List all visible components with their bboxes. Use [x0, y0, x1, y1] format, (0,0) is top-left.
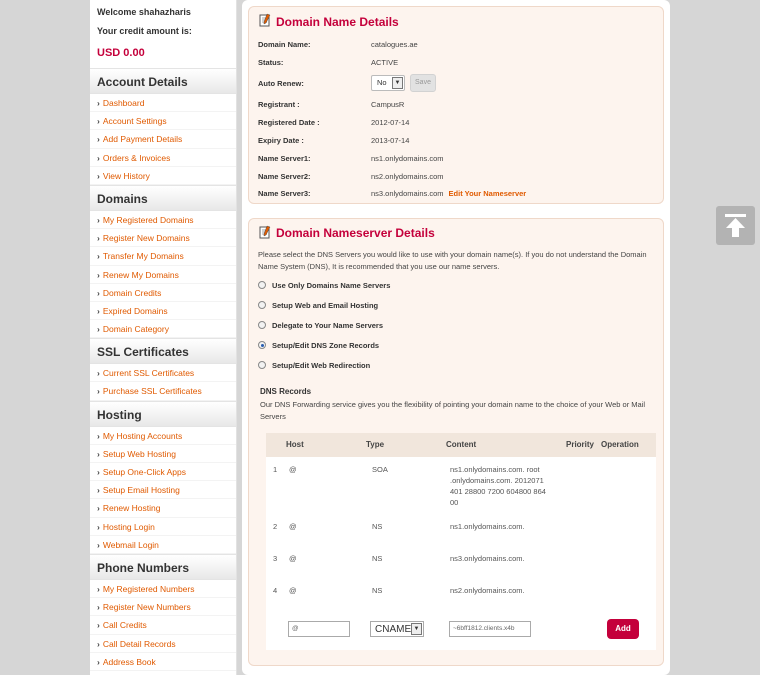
radio-option-use-only-domains-name-servers[interactable] [258, 280, 390, 292]
row-type: SOA [372, 465, 388, 474]
chevron-right-icon: › [97, 467, 100, 477]
radio-label: Setup Web and Email Hosting [272, 301, 379, 310]
main-content [242, 0, 670, 675]
expiry-date-value: 2013-07-14 [371, 136, 410, 145]
chevron-right-icon: › [97, 251, 100, 262]
expiry-date-label: Expiry Date : [258, 136, 304, 145]
sidebar-item-label: Dashboard [102, 98, 145, 108]
sidebar-item-orders-and-invoices[interactable] [90, 149, 236, 167]
new-type-select[interactable] [370, 621, 424, 637]
name-server2-label: Name Server2: [258, 172, 311, 181]
row-type: NS [372, 554, 383, 563]
sidebar-item-label: Setup Email Hosting [102, 485, 180, 496]
sidebar-item-hosting-login[interactable] [90, 518, 236, 536]
sidebar-item-label: Add Payment Details [102, 134, 183, 145]
sidebar-item-setup-web-hosting[interactable] [90, 445, 236, 463]
sidebar-item-dashboard[interactable] [90, 94, 236, 112]
chevron-right-icon: › [97, 485, 100, 496]
nameserver-panel [248, 218, 664, 666]
credit-amount: USD 0.00 [97, 47, 145, 59]
sidebar [90, 0, 237, 675]
chevron-right-icon: › [97, 503, 100, 514]
dns-records-description: Our DNS Forwarding service gives you the flexibility of pointing your domain name to the choice of your Web or Mail Servers [260, 400, 646, 421]
dns-records-table [266, 433, 656, 650]
sidebar-item-label: My Hosting Accounts [102, 430, 183, 441]
header-host: Host [286, 440, 304, 449]
radio-unchecked-icon[interactable] [258, 281, 266, 289]
panel-title: Domain Nameserver Details [276, 226, 435, 240]
header-content: Content [446, 440, 477, 449]
chevron-right-icon: › [97, 448, 100, 459]
radio-option-setup-edit-dns-zone-records[interactable] [258, 340, 379, 352]
header-operation: Operation [601, 440, 639, 449]
sidebar-item-label: Register New Numbers [102, 602, 191, 613]
document-icon [259, 225, 271, 239]
row-number: 2 [273, 522, 278, 531]
row-number: 1 [273, 465, 278, 474]
chevron-right-icon: › [97, 620, 100, 631]
sidebar-item-label: My Registered Numbers [102, 583, 195, 594]
sidebar-item-expired-domains[interactable] [90, 302, 236, 320]
chevron-down-icon: ▼ [392, 77, 403, 89]
name-server2-value: ns2.onlydomains.com [371, 172, 444, 181]
sidebar-item-my-registered-numbers[interactable] [90, 580, 236, 598]
sidebar-item-label: Domain Credits [102, 287, 162, 298]
registered-date-value: 2012-07-14 [371, 118, 410, 127]
chevron-right-icon: › [97, 430, 100, 441]
row-host: @ [289, 586, 297, 595]
chevron-right-icon: › [97, 287, 100, 298]
row-host: @ [289, 554, 297, 563]
sidebar-item-register-new-numbers[interactable] [90, 598, 236, 616]
chevron-right-icon: › [97, 170, 100, 181]
sidebar-item-view-history[interactable] [90, 167, 236, 185]
registrant-label: Registrant : [258, 100, 300, 109]
sidebar-item-setup-one-click-apps[interactable] [90, 463, 236, 481]
arrow-up-icon [716, 206, 755, 245]
radio-label: Setup/Edit Web Redirection [272, 361, 371, 370]
sidebar-item-label: Renew My Domains [102, 269, 179, 280]
nameserver-intro: Please select the DNS Servers you would like to use with your domain name(s). If you do not understand the Domain Name System (DNS), It is recommended that you use our name servers. [258, 250, 647, 271]
chevron-right-icon: › [97, 539, 100, 550]
row-number: 3 [273, 554, 278, 563]
section-title-domains: Domains [90, 185, 236, 211]
sidebar-item-label: My Registered Domains [102, 214, 194, 225]
sidebar-item-add-payment-details[interactable] [90, 130, 236, 148]
chevron-right-icon: › [97, 214, 100, 225]
chevron-right-icon: › [97, 368, 100, 379]
sidebar-item-register-new-domains[interactable] [90, 229, 236, 247]
row-number: 4 [273, 586, 278, 595]
chevron-right-icon: › [97, 583, 100, 594]
sidebar-item-call-detail-records[interactable] [90, 635, 236, 653]
chevron-right-icon: › [97, 656, 100, 667]
credit-label: Your credit amount is: [97, 26, 192, 36]
sidebar-item-current-ssl-certificates[interactable] [90, 364, 236, 382]
registered-date-label: Registered Date : [258, 118, 320, 127]
edit-nameserver-link[interactable]: Edit Your Nameserver [448, 189, 527, 198]
radio-option-setup-edit-web-redirection[interactable] [258, 360, 370, 372]
sidebar-item-my-hosting-accounts[interactable] [90, 427, 236, 445]
sidebar-item-label: Register New Domains [102, 233, 190, 244]
sidebar-item-domain-credits[interactable] [90, 284, 236, 302]
chevron-right-icon: › [97, 98, 100, 108]
radio-label: Setup/Edit DNS Zone Records [272, 341, 380, 350]
sidebar-item-label: Hosting Login [102, 521, 155, 532]
add-record-button[interactable]: Add [607, 619, 639, 639]
sidebar-item-domain-category[interactable] [90, 320, 236, 338]
new-type-value: CNAME [375, 624, 412, 635]
row-type: NS [372, 586, 383, 595]
sidebar-item-label: View History [102, 170, 150, 181]
name-server3-value [371, 188, 526, 200]
sidebar-item-webmail-login[interactable] [90, 536, 236, 554]
radio-unchecked-icon[interactable] [258, 321, 266, 329]
sidebar-item-address-book[interactable] [90, 653, 236, 671]
name-server3-label: Name Server3: [258, 189, 311, 198]
chevron-right-icon: › [97, 152, 100, 163]
section-title-phone-numbers: Phone Numbers [90, 554, 236, 580]
row-content: ns2.onlydomains.com. [450, 586, 525, 595]
radio-label: Use Only Domains Name Servers [272, 281, 391, 290]
radio-option-delegate-to-your-name-servers[interactable] [258, 320, 383, 332]
name-server3-text: ns3.onlydomains.com [371, 189, 444, 198]
sidebar-item-label: Account Settings [102, 116, 167, 127]
radio-option-setup-web-and-email-hosting[interactable] [258, 300, 378, 312]
row-host: @ [289, 522, 297, 531]
sidebar-item-call-credits[interactable] [90, 616, 236, 634]
sidebar-item-label: Expired Domains [102, 305, 168, 316]
sidebar-item-label: Setup One-Click Apps [102, 467, 186, 477]
sidebar-item-label: Renew Hosting [102, 503, 161, 514]
section-title-hosting: Hosting [90, 401, 236, 427]
sidebar-item-label: Call Detail Records [102, 638, 176, 649]
new-content-input[interactable]: ~6bff1812.clients.x4b [449, 621, 531, 637]
sidebar-item-label: Webmail Login [102, 539, 159, 550]
chevron-right-icon: › [97, 233, 100, 244]
chevron-down-icon: ▼ [411, 623, 422, 635]
row-content: ns1.onlydomains.com. [450, 522, 525, 531]
sidebar-item-setup-email-hosting[interactable] [90, 481, 236, 499]
auto-renew-value: No [377, 78, 387, 87]
row-content: ns1.onlydomains.com. root .onlydomains.com. 2012071 401 28800 7200 604800 864 00 [450, 465, 546, 507]
chevron-right-icon: › [97, 638, 100, 649]
domain-name-label: Domain Name: [258, 40, 311, 49]
scroll-top-button[interactable] [716, 206, 755, 245]
header-type: Type [366, 440, 385, 449]
name-server1-value: ns1.onlydomains.com [371, 154, 444, 163]
chevron-right-icon: › [97, 269, 100, 280]
sidebar-nav [90, 68, 236, 671]
sidebar-item-label: Address Book [102, 656, 156, 667]
chevron-right-icon: › [97, 116, 100, 127]
header-priority: Priority [566, 440, 595, 449]
section-title-ssl-certificates: SSL Certificates [90, 338, 236, 364]
sidebar-item-label: Current SSL Certificates [102, 368, 195, 379]
dns-records-title: DNS Records [260, 387, 312, 396]
registrant-value: CampusR [371, 100, 405, 109]
sidebar-item-label: Call Credits [102, 620, 147, 631]
row-content: ns3.onlydomains.com. [450, 554, 525, 563]
auto-renew-select[interactable] [371, 75, 405, 91]
sidebar-item-renew-my-domains[interactable] [90, 266, 236, 284]
chevron-right-icon: › [97, 602, 100, 613]
panel-title: Domain Name Details [276, 15, 399, 29]
status-value: ACTIVE [371, 58, 399, 67]
radio-unchecked-icon[interactable] [258, 361, 266, 369]
radio-label: Delegate to Your Name Servers [272, 321, 384, 330]
table-header [266, 433, 656, 457]
radio-checked-icon[interactable] [258, 341, 266, 349]
domain-name-value: catalogues.ae [371, 40, 418, 49]
new-host-input[interactable]: @ [288, 621, 350, 637]
chevron-right-icon: › [97, 305, 100, 316]
chevron-right-icon: › [97, 521, 100, 532]
section-title-account-details: Account Details [90, 68, 236, 94]
sidebar-item-purchase-ssl-certificates[interactable] [90, 382, 236, 400]
sidebar-item-renew-hosting[interactable] [90, 499, 236, 517]
sidebar-item-transfer-my-domains[interactable] [90, 247, 236, 265]
name-server1-label: Name Server1: [258, 154, 311, 163]
sidebar-item-my-registered-domains[interactable] [90, 211, 236, 229]
radio-unchecked-icon[interactable] [258, 301, 266, 309]
row-host: @ [289, 465, 297, 474]
sidebar-item-label: Transfer My Domains [102, 251, 184, 262]
welcome-box [90, 0, 236, 68]
auto-renew-label: Auto Renew: [258, 79, 304, 88]
save-button[interactable]: Save [410, 74, 436, 92]
domain-details-panel [248, 6, 664, 204]
sidebar-item-label: Orders & Invoices [102, 152, 171, 163]
welcome-text: Welcome shahazharis [97, 7, 191, 17]
chevron-right-icon: › [97, 386, 100, 397]
row-type: NS [372, 522, 383, 531]
chevron-right-icon: › [97, 324, 100, 335]
status-label: Status: [258, 58, 284, 67]
sidebar-item-label: Domain Category [102, 324, 169, 335]
sidebar-item-label: Purchase SSL Certificates [102, 386, 202, 397]
chevron-right-icon: › [97, 134, 100, 145]
sidebar-item-label: Setup Web Hosting [102, 448, 176, 459]
document-icon [259, 13, 271, 27]
sidebar-item-account-settings[interactable] [90, 112, 236, 130]
